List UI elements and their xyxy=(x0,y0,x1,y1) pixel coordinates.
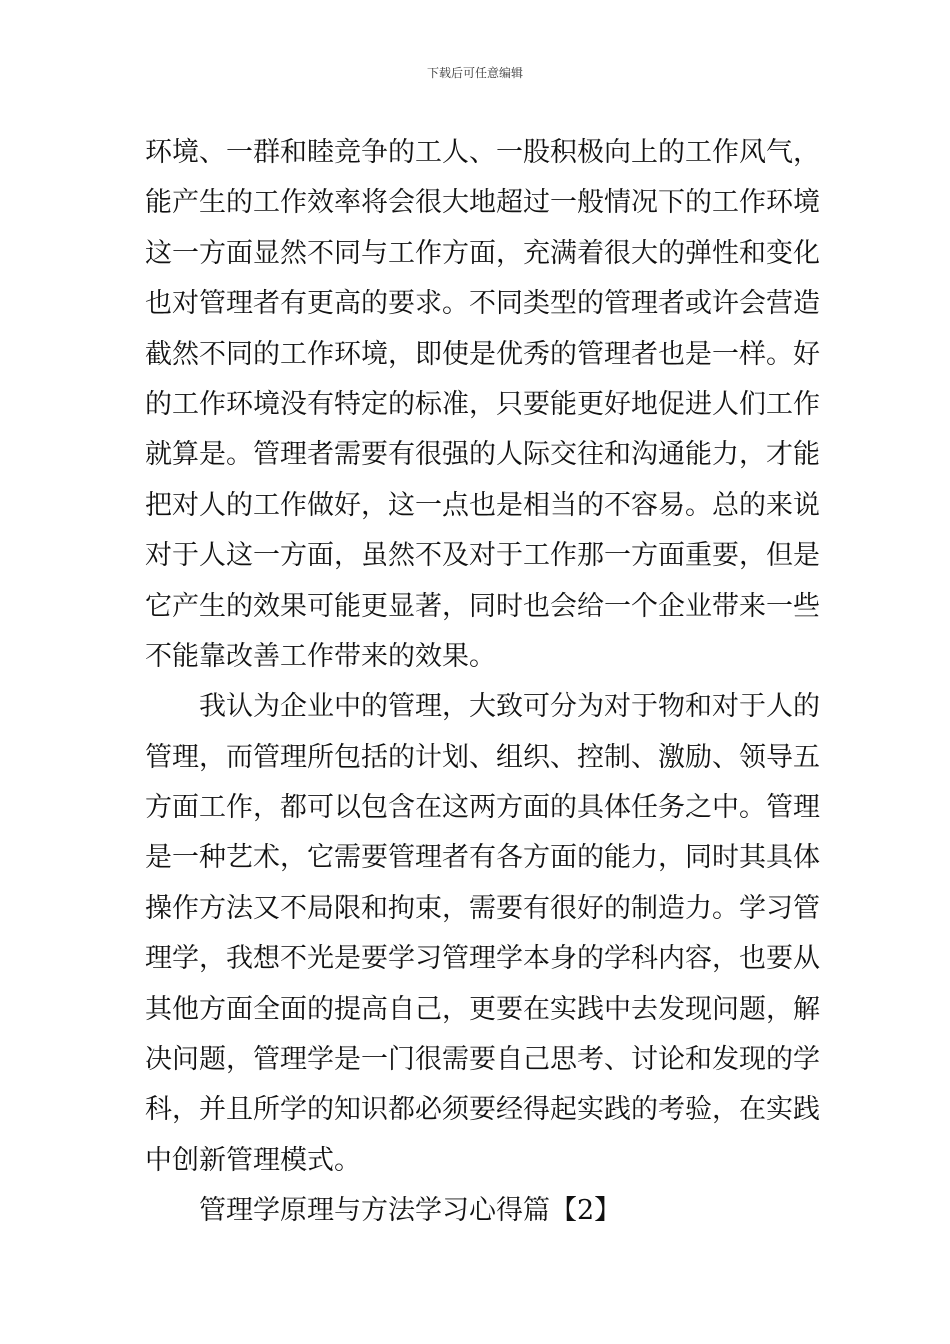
body-line: 科，并且所学的知识都必须要经得起实践的考验，在实践 xyxy=(145,1094,820,1126)
body-line: 环境、一群和睦竞争的工人、一股积极向上的工作风气， xyxy=(145,137,820,168)
body-line: 把对人的工作做好，这一点也是相当的不容易。总的来说 xyxy=(145,489,820,521)
paragraph-start-line: 我认为企业中的管理，大致可分为对于物和对于人的 xyxy=(199,691,820,723)
body-line: 管理，而管理所包括的计划、组织、控制、激励、领导五 xyxy=(145,741,820,773)
body-line: 也对管理者有更高的要求。不同类型的管理者或许会营造 xyxy=(145,288,820,320)
document-body xyxy=(145,128,820,1237)
body-line: 能产生的工作效率将会很大地超过一般情况下的工作环境 xyxy=(145,187,820,219)
body-line: 的工作环境没有特定的标准，只要能更好地促进人们工作 xyxy=(145,388,820,420)
body-line: 操作方法又不局限和拘束，需要有很好的制造力。学习管 xyxy=(145,892,820,924)
body-line: 其他方面全面的提高自己，更要在实践中去发现问题，解 xyxy=(145,993,820,1025)
page-header: 下载后可任意编辑 xyxy=(426,66,523,80)
body-line: 截然不同的工作环境，即使是优秀的管理者也是一样。好 xyxy=(145,338,820,370)
body-line: 决问题，管理学是一门很需要自己思考、讨论和发现的学 xyxy=(145,1044,820,1076)
body-line: 就算是。管理者需要有很强的人际交往和沟通能力，才能 xyxy=(145,439,820,471)
body-line: 方面工作，都可以包含在这两方面的具体任务之中。管理 xyxy=(145,792,820,824)
body-line: 是一种艺术，它需要管理者有各方面的能力，同时其具体 xyxy=(145,842,820,874)
body-line: 中创新管理模式。 xyxy=(145,1144,361,1176)
body-line: 不能靠改善工作带来的效果。 xyxy=(145,640,496,672)
body-line: 理学，我想不光是要学习管理学本身的学科内容，也要从 xyxy=(145,943,820,975)
body-line: 对于人这一方面，虽然不及对于工作那一方面重要，但是 xyxy=(145,540,820,572)
body-line: 它产生的效果可能更显著，同时也会给一个企业带来一些 xyxy=(145,590,820,622)
section-heading: 管理学原理与方法学习心得篇【2】 xyxy=(199,1195,622,1227)
body-line: 这一方面显然不同与工作方面，充满着很大的弹性和变化 xyxy=(145,237,820,269)
